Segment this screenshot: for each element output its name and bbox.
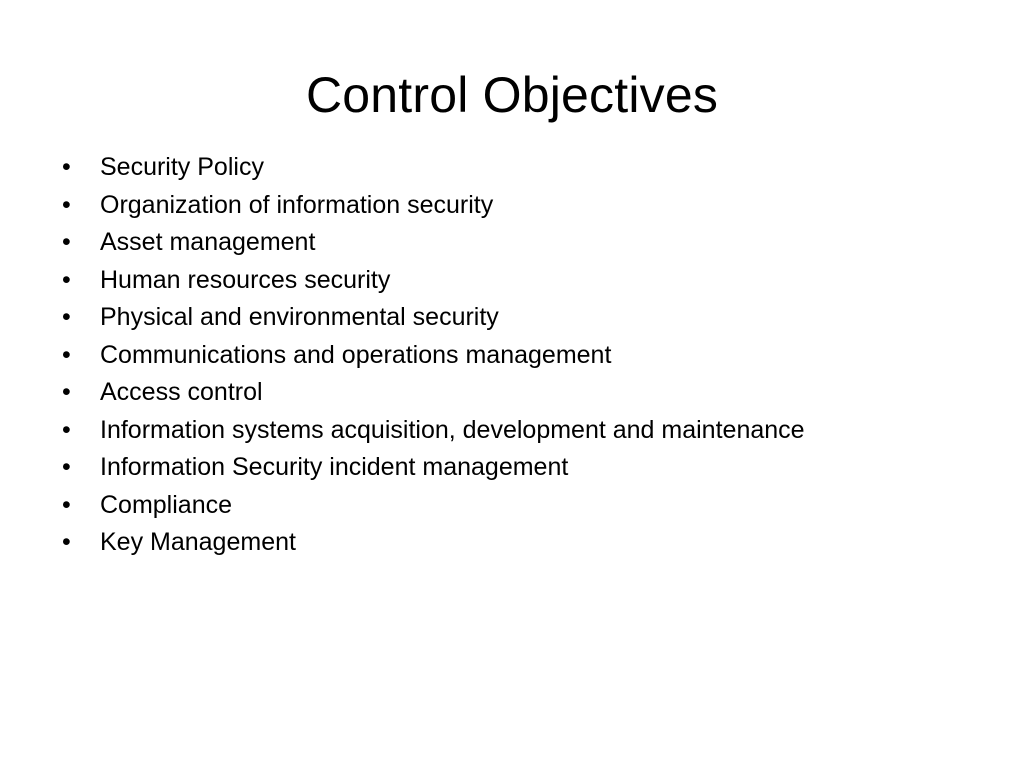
bullet-icon: • [62, 340, 71, 369]
bullet-text: Access control [100, 378, 263, 406]
bullet-item-key-management [62, 524, 1002, 562]
bullet-icon: • [62, 303, 71, 331]
bullet-text: Key Management [100, 528, 296, 556]
bullet-text: Physical and environmental security [100, 303, 499, 331]
bullet-item-organization [62, 187, 1002, 225]
bullet-icon: • [62, 190, 71, 219]
bullet-icon: • [62, 153, 71, 181]
bullet-item-physical-environmental [62, 299, 1002, 337]
bullet-item-compliance [62, 487, 1002, 525]
bullet-text: Human resources security [100, 265, 391, 294]
bullet-icon: • [62, 265, 71, 294]
bullet-text: Security Policy [100, 153, 264, 181]
bullet-icon: • [62, 378, 71, 406]
bullet-item-incident-management [62, 449, 1002, 487]
bullet-item-access-control [62, 374, 1002, 412]
slide-title: Control Objectives [305, 67, 719, 123]
bullet-text: Information systems acquisition, development and maintenance [100, 415, 805, 444]
bullet-item-security-policy [62, 149, 1002, 187]
bullet-text: Asset management [100, 228, 316, 256]
bullet-icon: • [62, 453, 71, 481]
bullet-icon: • [62, 415, 71, 444]
bullet-item-communications-operations [62, 337, 1002, 375]
bullet-text: Compliance [100, 490, 233, 519]
bullet-icon: • [62, 490, 71, 519]
bullet-icon: • [62, 528, 71, 556]
bullet-item-human-resources [62, 262, 1002, 300]
bullet-text: Communications and operations management [100, 340, 612, 369]
bullet-list [62, 149, 1002, 562]
bullet-text: Organization of information security [100, 190, 494, 219]
bullet-item-asset-management [62, 224, 1002, 262]
bullet-icon: • [62, 228, 71, 256]
bullet-text: Information Security incident management [100, 453, 569, 481]
bullet-item-information-systems [62, 412, 1002, 450]
